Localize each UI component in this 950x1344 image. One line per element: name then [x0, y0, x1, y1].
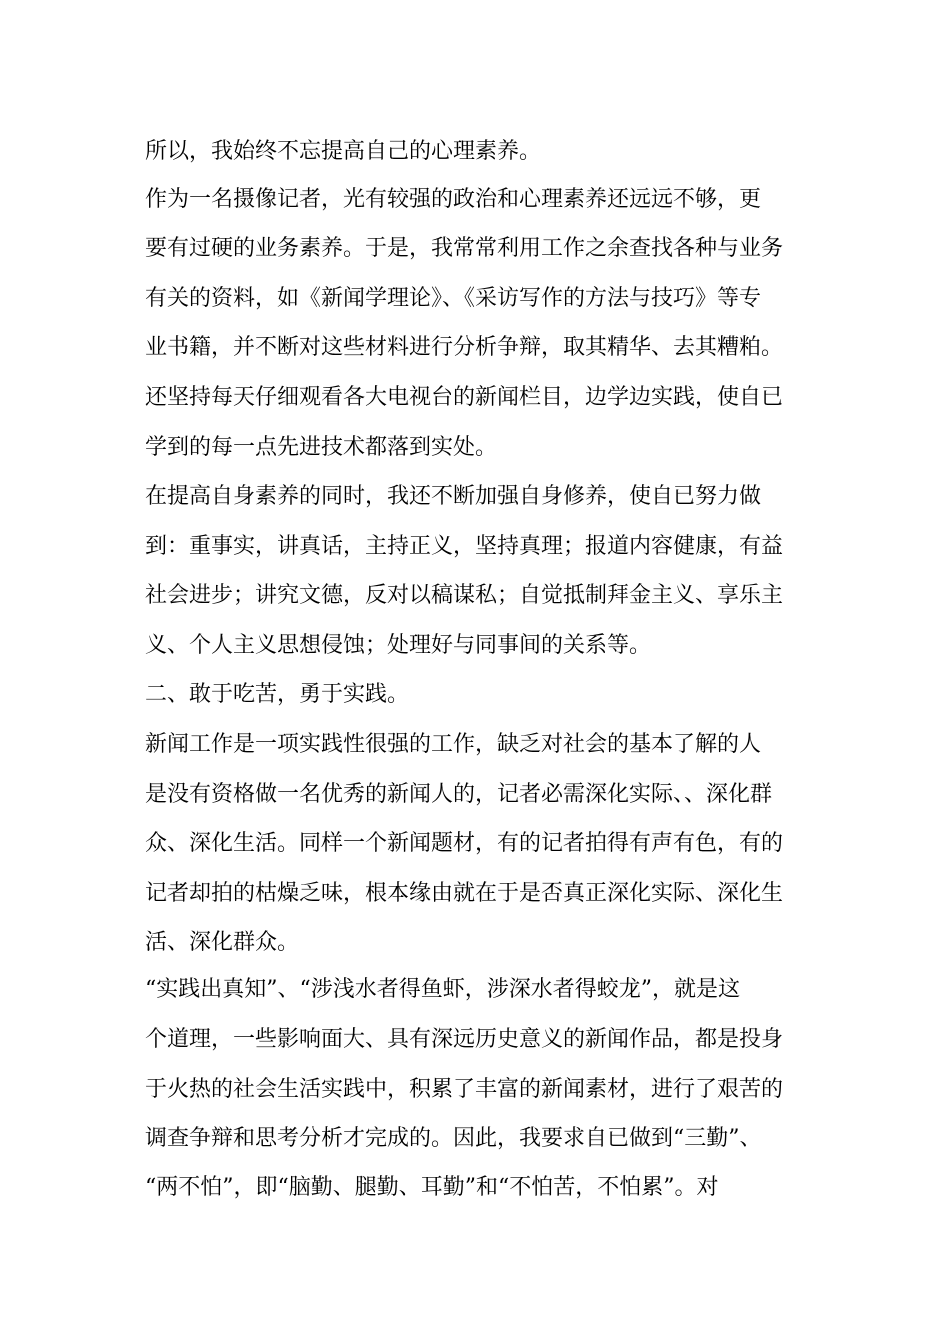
text-line: 个道理，一些影响面大、具有深远历史意义的新闻作品，都是投身	[145, 1027, 784, 1052]
text-line: 作为一名摄像记者，光有较强的政治和心理素养还远远不够，更	[145, 187, 762, 212]
text-line: “实践出真知”、“涉浅水者得鱼虾，涉深水者得蛟龙”，就是这	[145, 977, 740, 1002]
text-line: 记者却拍的枯燥乏味，根本缘由就在于是否真正深化实际、深化生	[145, 881, 784, 906]
text-line: 还坚持每天仔细观看各大电视台的新闻栏目，边学边实践，使自已	[145, 385, 784, 410]
text-line: 所以，我始终不忘提高自己的心理素养。	[145, 139, 542, 164]
text-line: 在提高自身素养的同时，我还不断加强自身修养，使自已努力做	[145, 484, 762, 509]
text-line: 调查争辩和思考分析才完成的。因此，我要求自已做到“三勤”、	[145, 1126, 762, 1151]
text-line: 二、敢于吃苦，勇于实践。	[145, 682, 410, 707]
text-line: 学到的每一点先进技术都落到实处。	[145, 435, 498, 460]
text-line: 于火热的社会生活实践中，积累了丰富的新闻素材，进行了艰苦的	[145, 1077, 784, 1102]
text-line: “两不怕”，即“脑勤、腿勤、耳勤”和“不怕苦，不怕累”。对	[145, 1175, 719, 1200]
text-line: 新闻工作是一项实践性很强的工作，缺乏对社会的基本了解的人	[145, 732, 762, 757]
text-line: 社会进步；讲究文德，反对以稿谋私；自觉抵制拜金主义、享乐主	[145, 583, 784, 608]
text-line: 活、深化群众。	[145, 930, 300, 955]
text-line: 有关的资料，如《新闻学理论》、《采访写作的方法与技巧》等专	[145, 286, 762, 311]
text-line: 是没有资格做一名优秀的新闻人的，记者必需深化实际、、深化群	[145, 782, 773, 807]
text-line: 业书籍，并不断对这些材料进行分析争辩，取其精华、去其糟粕。	[145, 335, 784, 360]
text-line: 要有过硬的业务素养。于是，我常常利用工作之余查找各种与业务	[145, 236, 784, 261]
text-line: 众、深化生活。同样一个新闻题材，有的记者拍得有声有色，有的	[145, 831, 784, 856]
text-line: 到：重事实，讲真话，主持正义，坚持真理；报道内容健康，有益	[145, 534, 784, 559]
text-line: 义、个人主义思想侵蚀；处理好与同事间的关系等。	[145, 633, 652, 658]
